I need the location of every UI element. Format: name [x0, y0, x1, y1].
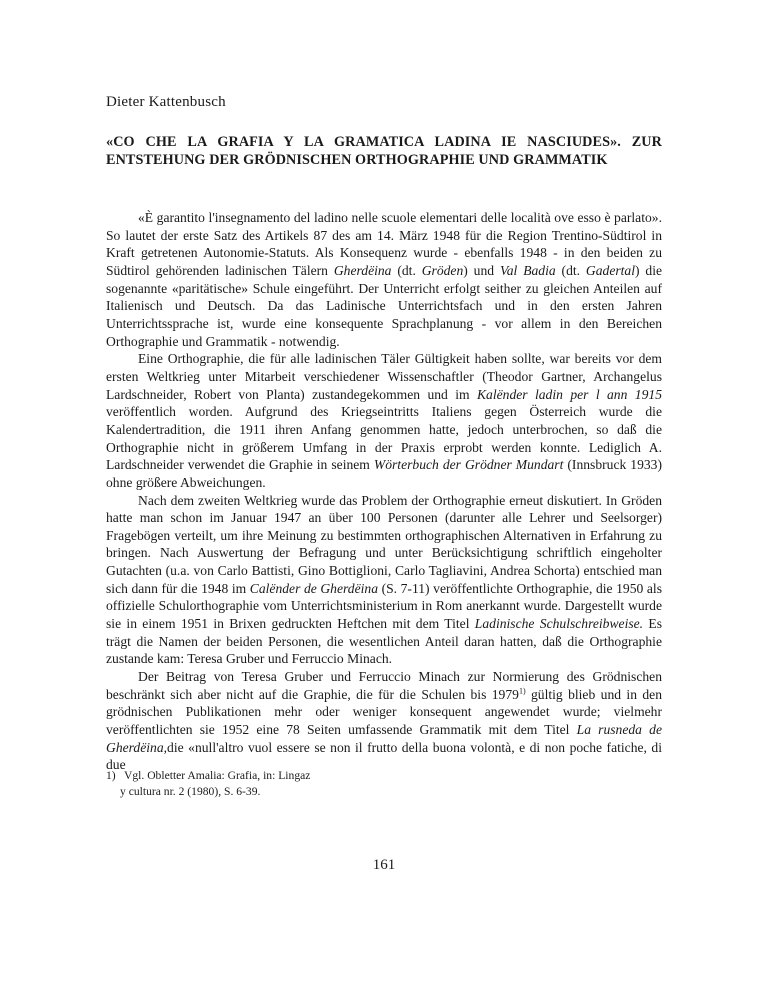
- footnote-marker[interactable]: 1): [518, 686, 526, 696]
- article-title: «CO CHE LA GRAFIA Y LA GRAMATICA LADINA IE NASCIUDES». ZUR ENTSTEHUNG DER GRÖDNISCHEN ORTHOGRAPHIE UND GRAMMATIK: [106, 134, 662, 168]
- paragraph-4: Der Beitrag von Teresa Gruber und Ferruccio Minach zur Normierung des Grödnischen beschränkt sich aber nicht auf die Graphie, die für die Schulen bis 1979$^{1)}$ gültig blieb und in den grödnischen Publikationen mehr oder weniger konsequent angewendet wurde; vielmehr veröffentlichten sie 1952 eine 78 Seiten umfassende Grammatik mit dem Titel La rusneda de Gherdëina,die «null'altro vuol essere se non il frutto della buona volontà, e di non poche fatiche, di due: [106, 669, 662, 773]
- author-name: Dieter Kattenbusch: [106, 94, 226, 110]
- footnote-text-line-1: Vgl. Obletter Amalia: Grafia, in: Lingaz: [124, 769, 311, 782]
- footnote-number: 1): [106, 769, 116, 782]
- page-number: 161: [372, 857, 396, 873]
- footnote: [106, 768, 326, 800]
- footnote-text-line-2: y cultura nr. 2 (1980), S. 6-39.: [120, 785, 261, 798]
- paragraph-1: «È garantito l'insegnamento del ladino nelle scuole elementari delle località ove esso è parlato». So lautet der erste Satz des Artikels 87 des am 14. März 1948 für die Region Trentino-Südtirol in Kraft getretenen Autonomie-Statuts. Als Konsequenz wurde - ebenfalls 1948 - in den beiden zu Südtirol gehörenden ladinischen Tälern Gherdëina (dt. Gröden) und Val Badia (dt. Gadertal) die sogenannte «paritätische» Schule eingeführt. Der Unterricht erfolgt seither zu gleichen Anteilen auf Italienisch und Deutsch. Da das Ladinische Unterrichtsfach und in den ersten Jahren Unterrichtssprache ist, wurde eine konsequente Sprachplanung - vor allem in den Bereichen Orthographie und Grammatik - notwendig.: [106, 210, 663, 349]
- paragraph-3: Nach dem zweiten Weltkrieg wurde das Problem der Orthographie erneut diskutiert. In Gröden hatte man schon im Januar 1947 an über 100 Personen (darunter alle Lehrer und Seelsorger) Fragebögen verteilt, um ihre Meinung zu bestimmten orthographischen Alternativen in Erfahrung zu bringen. Nach Auswertung der Befragung und unter Berücksichtigung schriftlich eingeholter Gutachten (u.a. von Carlo Battisti, Gino Bottiglioni, Carlo Tagliavini, Andrea Schorta) entschied man sich dann für die 1948 im Calënder de Gherdëina (S. 7-11) veröffentlichte Orthographie, die 1950 als offizielle Schulorthographie vom Unterrichtsministerium in Rom anerkannt wurde. Dargestellt wurde sie in einem 1951 in Brixen gedruckten Heftchen mit dem Titel Ladinische Schulschreibweise. Es trägt die Namen der beiden Personen, die wesentlichen Anteil daran hatten, daß die Orthographie zustande kam: Teresa Gruber und Ferruccio Minach.: [106, 492, 663, 667]
- paragraph-2: Eine Orthographie, die für alle ladinischen Täler Gültigkeit haben sollte, war bereits vor dem ersten Weltkrieg unter Mitarbeit verschiedener Wissenschaftler (Theodor Gartner, Archangelus Lardschneider, Robert von Planta) zustandegekommen und im Kalënder ladin per l ann 1915 veröffentlich worden. Aufgrund des Kriegseintritts Italiens gegen Österreich wurde die Kalendertradition, die 1911 ihren Anfang genommen hatte, jedoch unterbrochen, so daß die Orthographie nicht in größerem Umfang in der Praxis erprobt werden konnte. Lediglich A. Lardschneider verwendet die Graphie in seinem Wörterbuch der Grödner Mundart (Innsbruck 1933) ohne größere Abweichungen.: [106, 351, 662, 490]
- article-body: [106, 209, 662, 774]
